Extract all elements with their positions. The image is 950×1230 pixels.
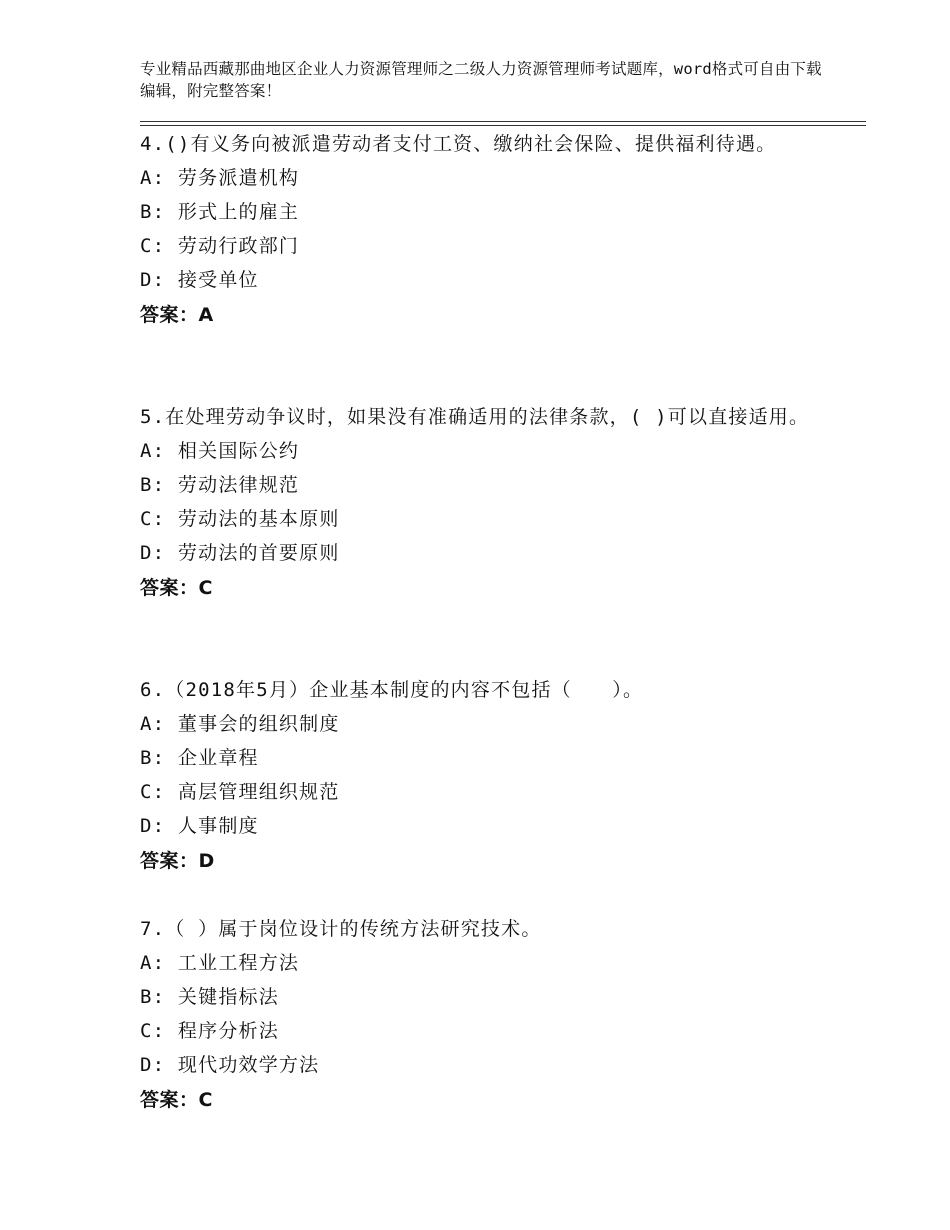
question-block <box>140 912 820 1118</box>
option-a: A: 相关国际公约 <box>140 440 300 462</box>
option-b: B: 劳动法律规范 <box>140 474 300 496</box>
option-d: D: 接受单位 <box>140 269 259 291</box>
answer-label: 答案：C <box>140 1089 213 1111</box>
option-d: D: 人事制度 <box>140 815 259 837</box>
header-divider-top <box>140 121 866 122</box>
option-c: C: 劳动法的基本原则 <box>140 508 340 530</box>
question-stem: 7.（ ）属于岗位设计的传统方法研究技术。 <box>140 918 542 940</box>
option-c: C: 高层管理组织规范 <box>140 781 340 803</box>
header-divider-bottom <box>140 125 866 126</box>
option-a: A: 董事会的组织制度 <box>140 713 340 735</box>
question-block <box>140 127 820 333</box>
option-b: B: 关键指标法 <box>140 986 279 1008</box>
option-d: D: 劳动法的首要原则 <box>140 542 340 564</box>
question-stem: 5.在处理劳动争议时，如果没有准确适用的法律条款，( )可以直接适用。 <box>140 406 810 428</box>
answer-label: 答案：C <box>140 577 213 599</box>
answer-label: 答案：A <box>140 304 214 326</box>
answer-label: 答案：D <box>140 850 215 872</box>
question-stem: 4.()有义务向被派遣劳动者支付工资、缴纳社会保险、提供福利待遇。 <box>140 133 777 155</box>
option-a: A: 劳务派遣机构 <box>140 167 300 189</box>
option-b: B: 形式上的雇主 <box>140 201 300 223</box>
question-stem: 6.（2018年5月）企业基本制度的内容不包括（ ）。 <box>140 679 644 701</box>
option-c: C: 程序分析法 <box>140 1020 279 1042</box>
document-header: 专业精品西藏那曲地区企业人力资源管理师之二级人力资源管理师考试题库，word格式可自由下载编辑，附完整答案！ <box>140 60 822 100</box>
question-block <box>140 673 820 879</box>
option-b: B: 企业章程 <box>140 747 259 769</box>
question-block <box>140 400 820 606</box>
option-d: D: 现代功效学方法 <box>140 1054 320 1076</box>
option-a: A: 工业工程方法 <box>140 952 300 974</box>
option-c: C: 劳动行政部门 <box>140 235 300 257</box>
